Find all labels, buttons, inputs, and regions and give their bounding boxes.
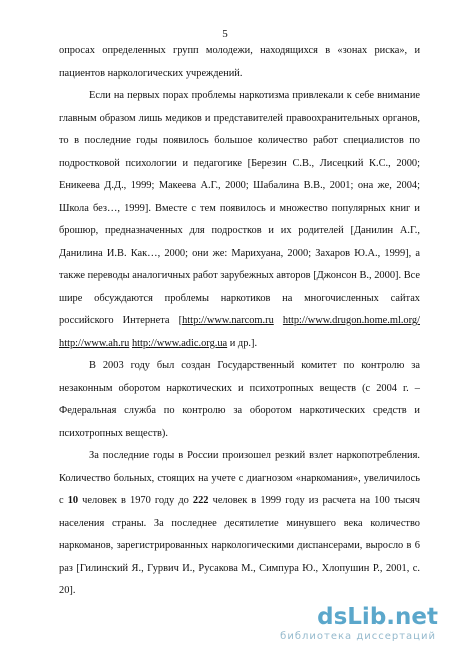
url-link[interactable]: http://www.narcom.ru	[182, 315, 274, 326]
text-run	[274, 315, 283, 326]
url-link[interactable]: http://www.ah.ru	[59, 337, 130, 349]
text-run: За последние годы в России произошел резкий взлет наркопотребления. Количество больных, стоящих на учете с диагнозом «наркомания», увеличилось с	[59, 450, 420, 506]
text-run: опросах определенных групп молодежи, находящихся в «зонах риска», и пациентов наркологических учреждений.	[59, 45, 420, 79]
text-run: и др.].	[227, 337, 258, 349]
text-run: человек в 1999 году из расчета на 100 тысяч населения страны. За последнее десятилетие минувшего века количество наркоманов, зарегистрированных наркологическими диспансерами, выросло в 6 раз [Гилинский Я., Гурвич И., Русакова М., Симпура Ю., Хлопушин Р., 2001, с. 20].	[59, 495, 420, 596]
url-link[interactable]: http://www.adic.org.ua	[131, 337, 228, 349]
text-run: Если на первых порах проблемы наркотизма привлекали к себе внимание главным образом лишь медиков и представителей правоохранительных органов, то в последние годы появилось большое количество работ специалистов по подростковой психологии и педагогике [Березин С.В., Лисецкий К.С., 2000; Еникеева Д.Д., 1999; Макеева А.Г., 2000; Шабалина В.В., 2001; она же, 2004; Школа без…, 1999]. Вместе с тем появилось и множество популярных книг и брошюр, предназначенных для подростков и их родителей [Данилин А.Г., Данилина И.В. Как…, 2000; они же: Марихуана, 2000; Захаров Ю.А., 1999], а также переводы аналогичных работ зарубежных авторов [Джонсон В., 2000]. Все шире обсуждаются проблемы наркотиков на многочисленных сайтах российского Интернета [	[59, 90, 420, 326]
bold-number: 10	[67, 495, 79, 506]
watermark	[270, 600, 450, 649]
text-run: человек в 1970 году до	[78, 495, 193, 506]
watermark-logo: dsLib.net	[317, 604, 438, 630]
paragraph	[59, 85, 420, 355]
watermark-tagline: библиотека диссертаций	[280, 631, 436, 642]
bold-number: 222	[192, 495, 209, 506]
text-run: В 2003 году был создан Государственный комитет по контролю за незаконным оборотом наркотических и психотропных веществ (с 2004 г. – Федеральная служба по контролю за оборотом наркотических средств и психотропных веществ).	[59, 360, 420, 439]
body-text	[59, 40, 420, 603]
paragraph	[59, 40, 420, 85]
paragraph	[59, 355, 420, 445]
paragraph	[59, 445, 420, 603]
url-link[interactable]: http://www.drugon.home.ml.org/	[282, 315, 420, 326]
page-number: 5	[222, 28, 228, 40]
